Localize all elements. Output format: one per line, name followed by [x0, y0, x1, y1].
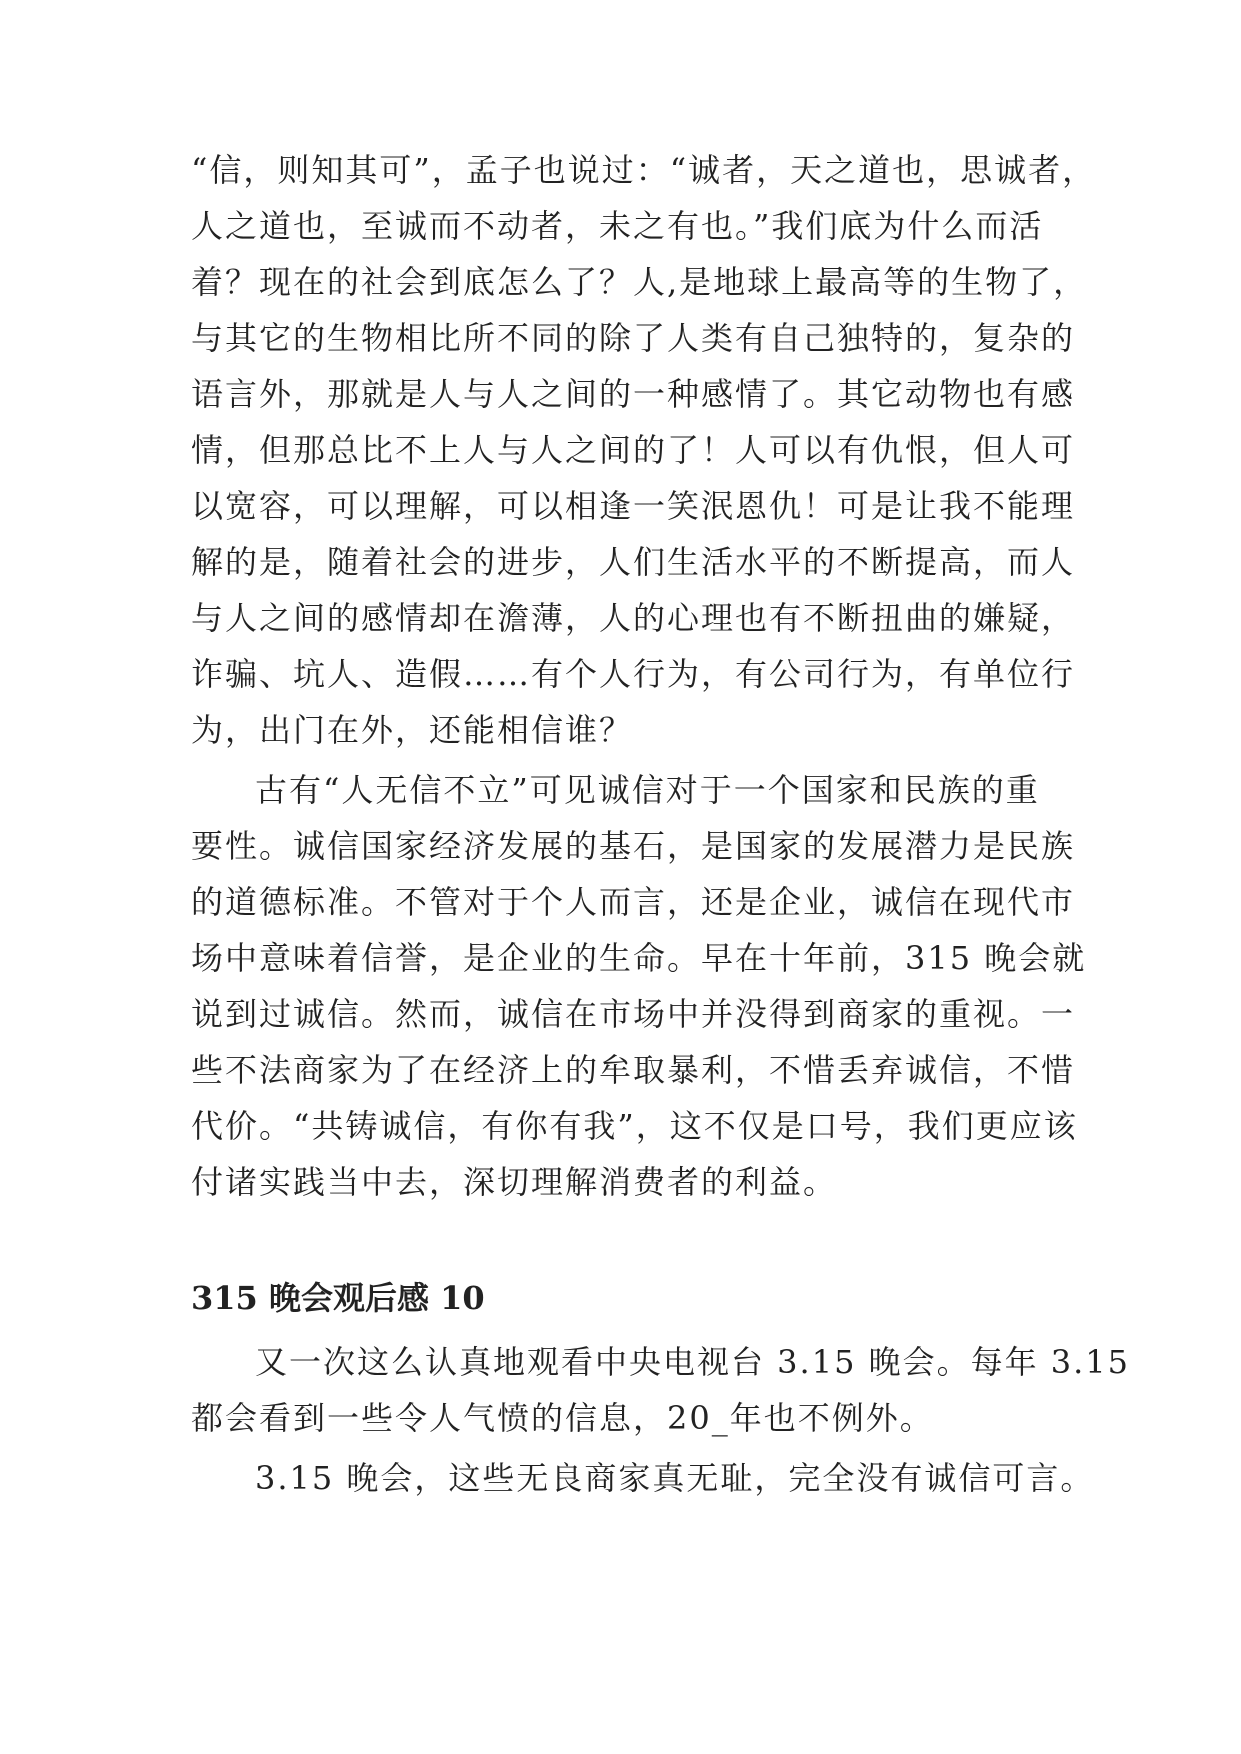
paragraph-line: 着？现在的社会到底怎么了？人,是地球上最高等的生物了，: [191, 263, 1088, 301]
paragraph-line: 诈骗、坑人、造假……有个人行为，有公司行为，有单位行: [191, 655, 1076, 693]
paragraph-line: 要性。诚信国家经济发展的基石，是国家的发展潜力是民族: [191, 827, 1076, 865]
paragraph-line: 的道德标准。不管对于个人而言，还是企业，诚信在现代市: [191, 883, 1076, 921]
paragraph-line: 3.15 晚会，这些无良商家真无耻，完全没有诚信可言。: [255, 1459, 1095, 1497]
paragraph-line: 情，但那总比不上人与人之间的了！人可以有仇恨，但人可: [191, 431, 1076, 469]
paragraph-line: 语言外，那就是人与人之间的一种感情了。其它动物也有感: [191, 375, 1076, 413]
paragraph-line: 代价。“共铸诚信，有你有我”，这不仅是口号，我们更应该: [191, 1107, 1078, 1145]
paragraph-line: 与人之间的感情却在澹薄，人的心理也有不断扭曲的嫌疑，: [191, 599, 1076, 637]
paragraph-line: 与其它的生物相比所不同的除了人类有自己独特的，复杂的: [191, 319, 1076, 357]
paragraph-line: “信，则知其可”，孟子也说过：“诚者，天之道也，思诚者，: [191, 151, 1097, 189]
paragraph-line: 为，出门在外，还能相信谁？: [191, 711, 634, 749]
paragraph-line: 场中意味着信誉，是企业的生命。早在十年前，315 晚会就: [191, 939, 1087, 977]
paragraph-line: 又一次这么认真地观看中央电视台 3.15 晚会。每年 3.15: [255, 1343, 1131, 1381]
paragraph-line: 些不法商家为了在经济上的牟取暴利，不惜丢弃诚信，不惜: [191, 1051, 1076, 1089]
paragraph-line: 解的是，随着社会的进步，人们生活水平的不断提高，而人: [191, 543, 1076, 581]
paragraph-line: 古有“人无信不立”可见诚信对于一个国家和民族的重: [255, 771, 1040, 809]
paragraph-line: 说到过诚信。然而，诚信在市场中并没得到商家的重视。一: [191, 995, 1076, 1033]
section-heading: 315 晚会观后感 10: [191, 1279, 485, 1317]
paragraph-line: 人之道也，至诚而不动者，未之有也。”我们底为什么而活: [191, 207, 1044, 245]
paragraph-line: 付诸实践当中去，深切理解消费者的利益。: [191, 1163, 838, 1201]
paragraph-line: 以宽容，可以理解，可以相逢一笑泯恩仇！可是让我不能理: [191, 487, 1076, 525]
paragraph-line: 都会看到一些令人气愤的信息，20_年也不例外。: [191, 1399, 934, 1437]
